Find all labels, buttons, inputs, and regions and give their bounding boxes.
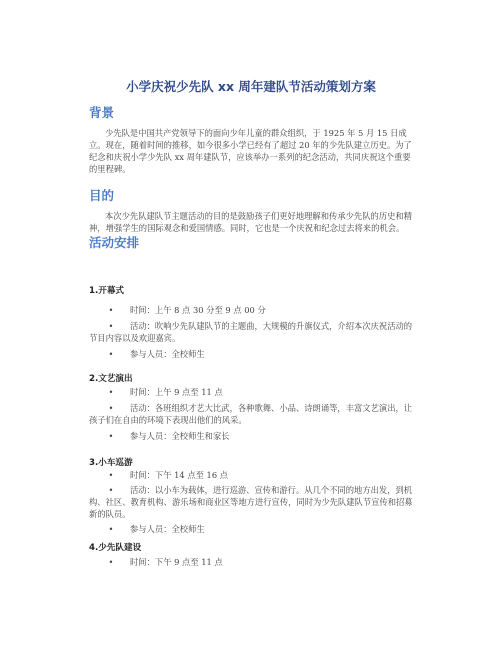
list-item-text: 时间：上午 8 点 30 分至 9 点 00 分 [130, 305, 266, 315]
list-item [89, 430, 417, 442]
list-item-text: 时间：下午 9 点至 11 点 [130, 557, 223, 567]
activity-heading-opening: 1.开幕式 [89, 286, 125, 296]
list-item [89, 484, 417, 520]
list-item [89, 320, 417, 344]
list-item [89, 523, 417, 535]
bullet-icon: • [108, 431, 114, 441]
list-item-text: 活动：各班组织才艺大比武，各种歌舞、小品、诗朗诵等，丰富文艺演出，让孩子们在自由的环境下表现出他们的风采。 [89, 403, 413, 426]
list-item-text: 参与人员：全校师生和家长 [130, 431, 230, 441]
list-item-text: 时间：下午 14 点至 16 点 [130, 470, 229, 480]
list-item [89, 556, 417, 568]
bullet-icon: • [108, 349, 114, 359]
bullet-icon: • [108, 524, 114, 534]
section-heading-schedule: 活动安排 [89, 235, 140, 250]
activity-heading-performance: 2.文艺演出 [89, 374, 133, 384]
list-item [89, 402, 417, 426]
list-item [89, 348, 417, 360]
list-item-text: 参与人员：全校师生 [130, 524, 205, 534]
bullet-icon: • [108, 485, 114, 495]
bullet-icon: • [108, 403, 114, 413]
bullet-icon: • [108, 387, 114, 397]
bullet-icon: • [108, 305, 114, 315]
list-item-text: 活动：吹响少先队建队节的主题曲，大规模的升旗仪式，介绍本次庆祝活动的节目内容以及欢迎嘉宾。 [89, 321, 413, 344]
section-heading-background: 背景 [89, 105, 115, 120]
bullet-icon: • [108, 470, 114, 480]
section-heading-purpose: 目的 [89, 188, 115, 203]
activity-heading-construction: 4.少先队建设 [89, 543, 142, 553]
document-title: 小学庆祝少先队 xx 周年建队节活动策划方案 [126, 79, 376, 94]
list-item [89, 304, 417, 316]
bullet-icon: • [108, 321, 114, 331]
list-item [89, 469, 417, 481]
list-item-text: 时间：上午 9 点至 11 点 [130, 387, 223, 397]
list-item-text: 活动：以小车为载体，进行巡游、宣传和游行。从几个不同的地方出发，到机构、社区、教育机构、游乐场和商业区等地方进行宣传，同时为少先队建队节宣传和招募新的队员。 [89, 485, 413, 520]
bullet-icon: • [108, 557, 114, 567]
section-paragraph-purpose: 本次少先队建队节主题活动的目的是鼓励孩子们更好地理解和传承少先队的历史和精神，增强学生的国际观念和爱国情感。同时，它也是一个庆祝和纪念过去将来的机会。 [89, 211, 412, 234]
list-item [89, 386, 417, 398]
activity-heading-parade: 3.小车巡游 [89, 458, 133, 468]
list-item-text: 参与人员：全校师生 [130, 349, 205, 359]
section-paragraph-background: 少先队是中国共产党领导下的面向少年儿童的群众组织，于 1925 年 5 月 15 日成立。现在，随着时间的推移，如今很多小学已经有了超过 20 年的少先队建立历史。为了纪念和庆祝小学少先队 xx 周年建队节，应该举办一系列的纪念活动，共同庆祝这个重要的里程碑。 [89, 128, 412, 175]
